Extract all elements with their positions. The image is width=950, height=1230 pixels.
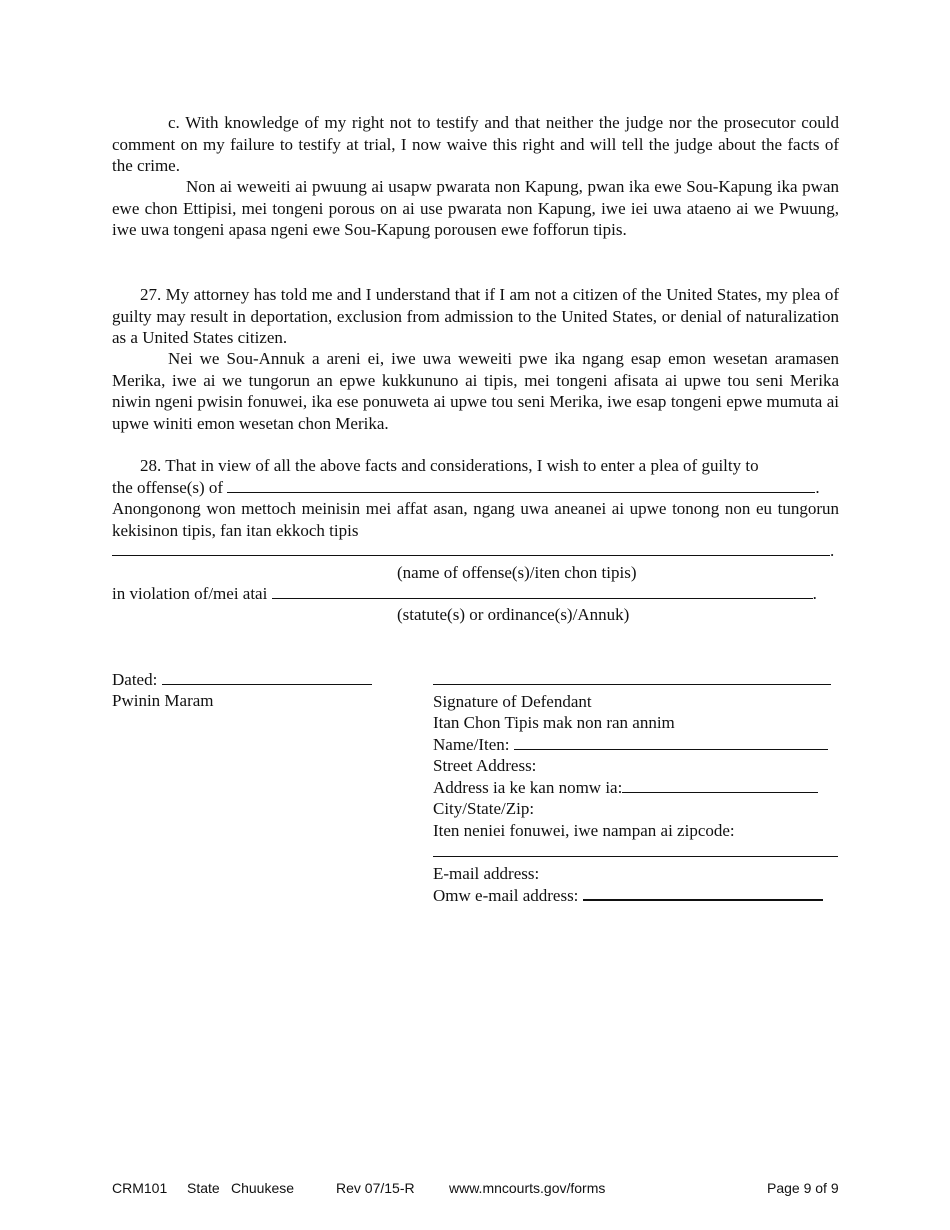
offense-line: the offense(s) of . [112,478,820,497]
email-field[interactable] [583,884,823,901]
footer-page-number: Page 9 of 9 [767,1180,839,1196]
section-c-chuukese: Non ai weweiti ai pwuung ai usapw pwarata non Kapung, pwan ika ewe Sou-Kapung ika pwan ewe chon Ettipisi, mei tongeni porous on ai use pwarata non Kapung, iwe iei uwa ataeno ai we Pwuung, iwe uwa tongeni apasa ngeni ewe Sou-Kapung porousen ewe fofforun tipis. [112,177,839,239]
violation-line: in violation of/mei atai . [112,584,817,603]
offense-field[interactable] [227,477,815,493]
city-label: City/State/Zip: [433,799,535,818]
street-field[interactable] [622,777,818,793]
offense-prefix: the offense(s) of [112,478,224,497]
street-label: Street Address: [433,756,537,775]
email-row [433,884,838,907]
footer-form-id: CRM101 [112,1180,168,1196]
section-c-english: c. With knowledge of my right not to testify and that neither the judge nor the prosecutor could comment on my failure to testify at trial, I now waive this right and will tell the judge about the facts of the crime. [112,113,839,175]
name-row [433,734,838,756]
footer-state: State [187,1180,220,1196]
dated-row [112,669,372,691]
paragraph-28-english: 28. That in view of all the above facts and considerations, I wish to enter a plea of guilty to [140,456,759,475]
offense-full-line: . [112,540,834,562]
violation-prefix: in violation of/mei atai [112,584,268,603]
dated-label: Dated: [112,670,158,689]
statute-caption: (statute(s) or ordinance(s)/Annuk) [397,605,630,624]
paragraph-27-english: 27. My attorney has told me and I understand that if I am not a citizen of the United States, my plea of guilty may result in deportation, exclusion from admission to the United States, or denial of naturalization as a United States citizen. [112,285,839,347]
signature-chuukese: Itan Chon Tipis mak non ran annim [433,713,675,732]
offense-name-field[interactable] [112,540,830,556]
street-row [433,777,838,799]
date-field[interactable] [162,669,372,685]
footer-revision: Rev 07/15-R [336,1180,415,1196]
paragraph-28-chuukese: Anongonong won mettoch meinisin mei affat asan, ngang uwa aneanei ai upwe tonong non eu tungorun kekisinon tipis, fan itan ekkoch tipis [112,499,839,540]
offense-caption: (name of offense(s)/iten chon tipis) [397,563,637,582]
footer-language: Chuukese [231,1180,295,1196]
signature-field[interactable] [433,669,831,685]
street-chuukese: Address ia ke kan nomw ia: [433,777,623,797]
footer-url[interactable]: www.mncourts.gov/forms [449,1180,606,1196]
city-field[interactable] [433,841,838,857]
email-label: E-mail address: [433,863,540,883]
signature-block [433,669,838,907]
name-label: Name/Iten: [433,734,510,754]
dated-chuukese: Pwinin Maram [112,691,214,710]
paragraph-27-chuukese: Nei we Sou-Annuk a areni ei, iwe uwa weweiti pwe ika ngang esap emon wesetan aramasen Merika, iwe ai we tungorun an epwe kukkununo ai tipis, mei tongeni afisata ai upwe tou seni Merika niwin ngeni pwisin fonuwei, ika ese ponuweta ai upwe tou seni Merika, iwe esap tongeni epwe mumuta ai upwe winiti emon wesetan chon Merika. [112,349,839,433]
signature-label: Signature of Defendant [433,691,592,711]
statute-field[interactable] [272,583,813,599]
email-chuukese: Omw e-mail address: [433,886,579,905]
city-chuukese: Iten neniei fonuwei, iwe nampan ai zipcode: [433,820,735,840]
name-field[interactable] [514,734,828,750]
